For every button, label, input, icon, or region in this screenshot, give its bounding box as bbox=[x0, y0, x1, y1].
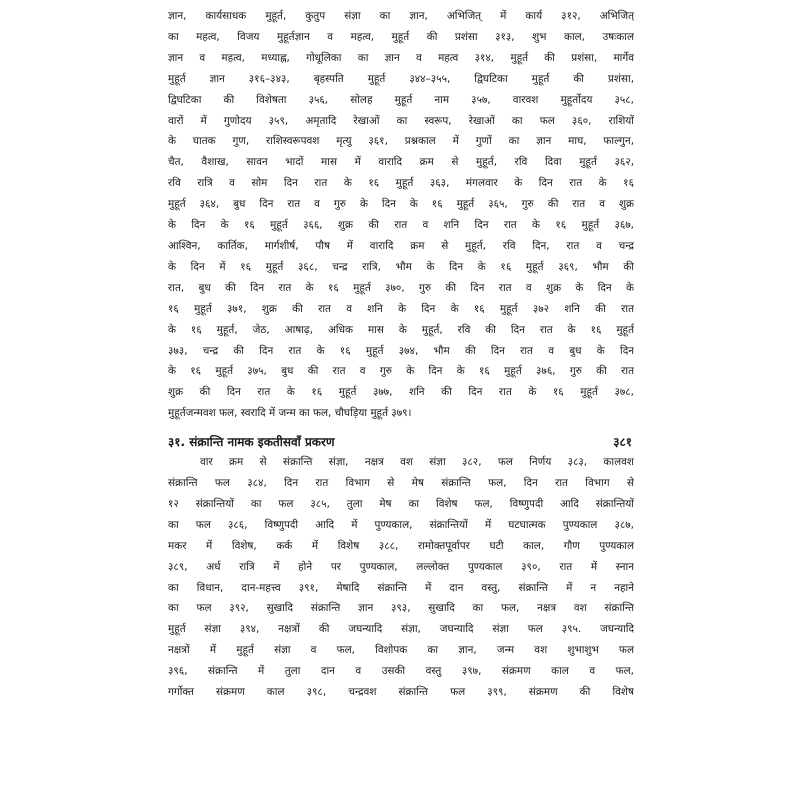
document-page bbox=[168, 6, 634, 703]
text-line: चैत, वैशाख, सावन भादों मास में वारादि क्रम से मुहूर्त, रवि दिवा मुहूर्त ३६२, bbox=[168, 156, 634, 169]
text-line: के दिन में १६ मुहूर्त ३६८, चन्द्र रात्रि, भौम के दिन के १६ मुहूर्त ३६९, भौम की bbox=[168, 260, 634, 273]
text-line: गर्गोक्त संक्रमण काल ३९८, चन्द्रवश संक्रान्ति फल ३९९, संक्रमण की विशेष bbox=[168, 686, 634, 699]
index-paragraph-muhurt bbox=[168, 6, 634, 424]
chapter-title: ३१. संक्रान्ति नामक इकतीसवाँ प्रकरण bbox=[168, 434, 335, 449]
text-line: वारों में गुणोदय ३५९, अमृतादि रेखाओं का स्वरूप, रेखाओं का फल ३६०, राशियों bbox=[168, 114, 634, 127]
text-line: का फल ३८६, विष्णुपदी आदि में पुण्यकाल, संक्रान्तियों में घटघात्मक पुण्यकाल ३८७, bbox=[168, 518, 634, 531]
chapter-heading bbox=[168, 430, 634, 452]
text-line: के दिन के १६ मुहूर्त ३६६, शुक्र की रात व शनि दिन रात के १६ मुहूर्त ३६७, bbox=[168, 219, 634, 232]
text-line: ३७३, चन्द्र की दिन रात के १६ मुहूर्त ३७४, भौम की दिन रात व बुध के दिन bbox=[168, 344, 634, 357]
text-line: ३९६, संक्रान्ति में तुला दान व उसकी वस्तु ३९७, संक्रमण काल व फल, bbox=[168, 665, 634, 678]
text-line: मुहूर्त ज्ञान ३१६–३४३, बृहस्पति मुहूर्त ३४४–३५५, द्विघटिका मुहूर्त की प्रशंसा, bbox=[168, 72, 634, 85]
text-line: का महत्व, विजय मुहूर्तज्ञान व महत्व, मुहूर्त की प्रशंसा ३१३, शुभ काल, उषःकाल bbox=[168, 30, 634, 43]
text-line: का विधान, दान-महत्त्व ३९१, मेषादि संक्रान्ति में दान वस्तु, संक्रान्ति में न नहाने bbox=[168, 581, 634, 594]
text-line: नक्षत्रों में मुहूर्त संज्ञा व फल, विशोपक का ज्ञान, जन्म वश शुभाशुभ फल bbox=[168, 644, 634, 657]
chapter-page-number: ३८१ bbox=[613, 434, 632, 449]
text-line: मुहूर्तजन्मवश फल, स्वरादि में जन्म का फल, चौघड़िया मुहूर्त ३७९। bbox=[168, 407, 412, 420]
index-paragraph-sankranti bbox=[168, 452, 634, 703]
text-line: मुहूर्त संज्ञा ३९४, नक्षत्रों की जघन्यादि संज्ञा, जघन्यादि संज्ञा फल ३९५. जघन्यादि bbox=[168, 623, 634, 636]
text-line: शुक्र की दिन रात के १६ मुहूर्त ३७७, शनि की दिन रात के १६ मुहूर्त ३७८, bbox=[168, 386, 634, 399]
text-line: मकर में विशेष, कर्क में विशेष ३८८, रामोक्तपूर्वापर घटी काल, गौण पुण्यकाल bbox=[168, 539, 634, 552]
text-line: १६ मुहूर्त ३७१, शुक्र की रात व शनि के दिन के १६ मुहूर्त ३७२ शनि की रात bbox=[168, 302, 634, 315]
text-line: रात, बुध की दिन रात के १६ मुहूर्त ३७०, गुरु की दिन रात व शुक्र के दिन के bbox=[168, 281, 634, 294]
text-line: वार क्रम से संक्रान्ति संज्ञा, नक्षत्र वश संज्ञा ३८२, फल निर्णय ३८३, कालवश bbox=[200, 456, 634, 469]
text-line: ज्ञान व महत्व, मध्याह्न, गोधूलिका का ज्ञान व महत्व ३१४, मुहूर्त की प्रशंसा, मार्गेव bbox=[168, 51, 634, 64]
text-line: द्विघटिका की विशेषता ३५६, सोलह मुहूर्त नाम ३५७, वारवश मुहूर्तोदय ३५८, bbox=[168, 93, 634, 106]
text-line: के १६ मुहूर्त ३७५, बुध की रात व गुरु के दिन के १६ मुहूर्त ३७६, गुरु की रात bbox=[168, 365, 634, 378]
text-line: संक्रान्ति फल ३८४, दिन रात विभाग से मेष संक्रान्ति फल, दिन रात विभाग से bbox=[168, 477, 634, 490]
text-line: का फल ३९२, सुखादि संक्रान्ति ज्ञान ३९३, सुखादि का फल, नक्षत्र वश संक्रान्ति bbox=[168, 602, 634, 615]
text-line: मुहूर्त ३६४, बुध दिन रात व गुरु के दिन के १६ मुहूर्त ३६५, गुरु की रात व शुक्र bbox=[168, 198, 634, 211]
text-line: ज्ञान, कार्यसाधक मुहूर्त, कुतुप संज्ञा का ज्ञान, अभिजित् में कार्य ३१२, अभिजित् bbox=[168, 10, 634, 22]
text-line: के १६ मुहूर्त, जेठ, आषाढ़, अधिक मास के मुहूर्त, रवि की दिन रात के १६ मुहूर्त bbox=[168, 323, 634, 336]
text-line: रवि रात्रि व सोम दिन रात के १६ मुहूर्त ३६३, मंगलवार के दिन रात के १६ bbox=[168, 177, 634, 190]
text-line: आश्विन, कार्तिक, मार्गशीर्ष, पौष में वारादि क्रम से मुहूर्त, रवि दिन, रात व चन्द्र bbox=[168, 239, 634, 252]
text-line: ३८९, अर्ध रात्रि में होने पर पुण्यकाल, लल्लोक्त पुण्यकाल ३९०, रात में स्नान bbox=[168, 560, 634, 573]
text-line: १२ संक्रान्तियों का फल ३८५, तुला मेष का विशेष फल, विष्णुपदी आदि संक्रान्तियों bbox=[168, 497, 634, 510]
text-line: के घातक गुण, राशिस्वरूपवश मृत्यु ३६१, प्रश्नकाल में गुणों का ज्ञान माघ, फाल्गुन, bbox=[168, 135, 634, 148]
